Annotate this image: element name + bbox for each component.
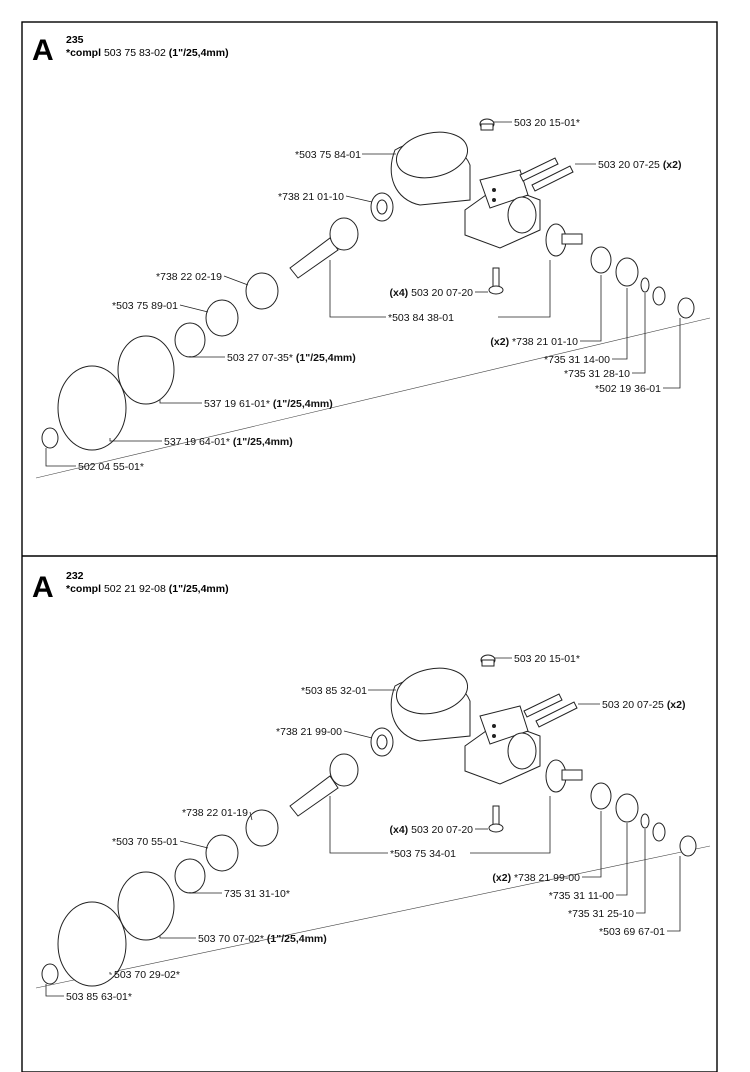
compl-size: (1"/25,4mm): [168, 583, 229, 595]
label-nut: 502 04 55-01*: [78, 461, 144, 473]
circlip: [175, 323, 205, 357]
label-screws-pair: 503 20 07-25 (x2): [598, 159, 682, 171]
gear-housing: [391, 662, 540, 784]
screws-pair: [524, 694, 577, 727]
label-shaft: *738 22 01-19: [182, 807, 248, 819]
label-cap: *503 69 67-01: [599, 926, 665, 938]
top-screw: [481, 655, 495, 666]
top-screw: [480, 119, 494, 130]
gear-housing: [391, 126, 540, 248]
panel-letter: A: [32, 571, 54, 604]
cap-right: [680, 836, 696, 856]
label-screw-top: 503 20 15-01*: [514, 117, 580, 129]
bearing-right-2: [616, 794, 638, 822]
label-washer: *503 70 55-01: [112, 836, 178, 848]
label-shaft: *738 22 02-19: [156, 271, 222, 283]
bearing-right-1: [591, 783, 611, 809]
bearing-inner: [371, 193, 393, 221]
bottom-screw: [489, 806, 503, 832]
bottom-screw: [489, 268, 503, 294]
label-flange-lower: 537 19 64-01* (1"/25,4mm): [164, 436, 293, 448]
label-ring-1: *735 31 14-00: [544, 354, 610, 366]
label-circlip: 735 31 31-10*: [224, 888, 290, 900]
label-screws-pair: 503 20 07-25 (x2): [602, 699, 686, 711]
flange-upper: [118, 872, 174, 940]
panel-model: 235: [66, 34, 84, 46]
label-bearing-right: (x2) *738 21 99-00: [492, 872, 580, 884]
screws-pair: [520, 158, 573, 191]
label-washer: *503 75 89-01: [112, 300, 178, 312]
panel-compl: [66, 583, 229, 595]
label-gear-set: *503 75 34-01: [390, 848, 456, 860]
label-flange-upper: 537 19 61-01* (1"/25,4mm): [204, 398, 333, 410]
bearing-inner: [371, 728, 393, 756]
label-bottom-screw: (x4) 503 20 07-20: [389, 824, 473, 836]
panel-letter: A: [32, 34, 54, 67]
ring-right-1: [641, 278, 649, 292]
label-nut: 503 85 63-01*: [66, 991, 132, 1003]
pinion-shaft: [290, 754, 358, 816]
flange-lower: [58, 366, 126, 450]
washer: [206, 835, 238, 871]
ring-right-1: [641, 814, 649, 828]
nut: [42, 428, 58, 448]
label-ring-1: *735 31 11-00: [548, 890, 614, 902]
bevel-gear: [546, 224, 582, 256]
bearing-right-1: [591, 247, 611, 273]
panel-235: [32, 34, 710, 478]
label-bearing-inner: *738 21 01-10: [278, 191, 344, 203]
label-ring-2: *735 31 28-10: [564, 368, 630, 380]
label-flange-upper: 503 70 07-02* (1"/25,4mm): [198, 933, 327, 945]
compl-number: 502 21 92-08: [103, 583, 166, 595]
label-bottom-screw: (x4) 503 20 07-20: [389, 287, 473, 299]
label-gear-set: *503 84 38-01: [388, 312, 454, 324]
flange-upper: [118, 336, 174, 404]
shaft-bearing: [246, 273, 278, 309]
compl-prefix: *compl: [66, 47, 102, 59]
label-bearing-inner: *738 21 99-00: [276, 726, 342, 738]
compl-size: (1"/25,4mm): [168, 47, 229, 59]
compl-number: 503 75 83-02: [103, 47, 166, 59]
label-screw-top: 503 20 15-01*: [514, 653, 580, 665]
bearing-right-2: [616, 258, 638, 286]
label-bearing-right: (x2) *738 21 01-10: [490, 336, 578, 348]
label-ring-2: *735 31 25-10: [568, 908, 634, 920]
nut: [42, 964, 58, 984]
panel-compl: [66, 47, 229, 59]
ring-right-2: [653, 823, 665, 841]
label-housing: *503 85 32-01: [301, 685, 367, 697]
ring-right-2: [653, 287, 665, 305]
cap-right: [678, 298, 694, 318]
circlip: [175, 859, 205, 893]
panel-model: 232: [66, 570, 84, 582]
label-circlip: 503 27 07-35* (1"/25,4mm): [227, 352, 356, 364]
compl-prefix: *compl: [66, 583, 102, 595]
pinion-shaft: [290, 218, 358, 278]
label-flange-lower: 503 70 29-02*: [114, 969, 180, 981]
panel-232: [32, 570, 710, 1003]
washer: [206, 300, 238, 336]
label-housing: *503 75 84-01: [295, 149, 361, 161]
label-cap: *502 19 36-01: [595, 383, 661, 395]
bevel-gear: [546, 760, 582, 792]
